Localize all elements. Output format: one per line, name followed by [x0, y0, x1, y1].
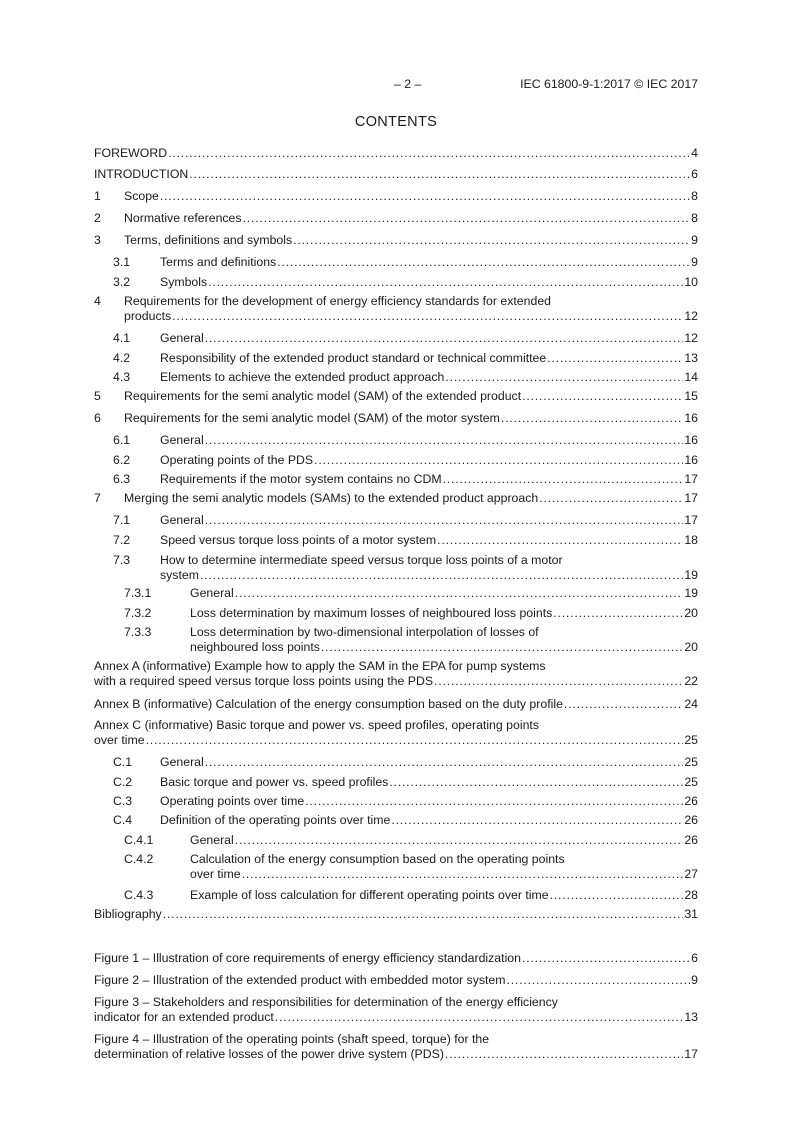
toc-entry-text: Requirements for the semi analytic model (SAM) of the extended product: [124, 389, 522, 403]
toc-entry-text-line1: Loss determination by two-dimensional interpolation of losses of: [190, 625, 539, 639]
toc-entry-number: 2: [94, 211, 101, 225]
toc-entry-page: 18: [684, 533, 698, 547]
toc-entry-text: Operating points over time: [160, 794, 305, 808]
toc-entry-page: 20: [684, 640, 698, 654]
toc-entry-page: 6: [691, 167, 698, 181]
toc-entry-text: Basic torque and power vs. speed profiles: [160, 775, 389, 789]
toc-entry-number: 7: [94, 491, 101, 505]
toc-entry-number: 4.3: [113, 370, 131, 384]
toc-entry-text-line1: Annex A (informative) Example how to apply the SAM in the EPA for pump systems: [94, 659, 546, 673]
page-header: [94, 77, 698, 93]
toc-entry-text: Operating points of the PDS: [160, 453, 314, 467]
toc-entry-page: 16: [684, 453, 698, 467]
toc-entry-number: 6.3: [113, 472, 131, 486]
toc-entry-text: General: [160, 513, 204, 527]
figure-entry-page: 13: [684, 1010, 698, 1024]
toc-entry-text: INTRODUCTION: [94, 167, 189, 181]
toc-entry-number: C.4.2: [124, 852, 154, 866]
toc-entry-page: 31: [684, 907, 698, 921]
toc-entry-number: 7.3.1: [124, 586, 152, 600]
toc-entry-text: Annex B (informative) Calculation of the energy consumption based on the duty profile: [94, 697, 563, 711]
toc-entry-number: 3.1: [113, 255, 131, 269]
toc-entry-text: products: [124, 309, 172, 323]
toc-entry-number: 7.1: [113, 513, 131, 527]
toc-entry-page: 4: [691, 146, 698, 160]
toc-entry-number: 3.2: [113, 275, 131, 289]
toc-entry-number: 7.3.3: [124, 625, 152, 639]
toc-entry-number: C.4.3: [124, 888, 154, 902]
toc-entry-number: 4.2: [113, 351, 131, 365]
toc-entry-page: 15: [684, 389, 698, 403]
toc-entry-page: 17: [684, 513, 698, 527]
toc-entry-text: Scope: [124, 189, 159, 203]
toc-entry-number: 7.3: [113, 553, 131, 567]
toc-entry-text: Example of loss calculation for different operating points over time: [190, 888, 549, 902]
toc-entry-page: 28: [684, 888, 698, 902]
toc-entry-number: C.2: [113, 775, 133, 789]
toc-entry-text-line1: Requirements for the development of energy efficiency standards for extended: [124, 294, 551, 308]
toc-entry-page: 25: [684, 733, 698, 747]
toc-entry-text: Loss determination by maximum losses of neighboured loss points: [190, 606, 553, 620]
toc-entry-text: Elements to achieve the extended product approach: [160, 370, 445, 384]
toc-entry-page: 12: [684, 309, 698, 323]
toc-entry-text: neighboured loss points: [190, 640, 320, 654]
standard-reference: IEC 61800-9-1:2017 © IEC 2017: [520, 77, 698, 91]
toc-entry-page: 26: [684, 794, 698, 808]
toc-entry-number: 5: [94, 389, 101, 403]
toc-entry-page: 8: [691, 211, 698, 225]
toc-entry-page: 8: [691, 189, 698, 203]
toc-entry-page: 22: [684, 674, 698, 688]
page-title: CONTENTS: [354, 114, 438, 130]
toc-entry-text: Responsibility of the extended product standard or technical committee: [160, 351, 547, 365]
toc-entry-number: 6: [94, 411, 101, 425]
toc-entry-text: Normative references: [124, 211, 242, 225]
figure-entry-page: 9: [691, 973, 698, 987]
toc-entry-page: 25: [684, 755, 698, 769]
toc-entry-text: Requirements if the motor system contains no CDM: [160, 472, 442, 486]
toc-entry-number: 6.1: [113, 433, 131, 447]
figure-entry-text-line1: Figure 3 – Stakeholders and responsibilities for determination of the energy efficiency: [94, 995, 558, 1009]
figure-entry-text-line1: Figure 4 – Illustration of the operating points (shaft speed, torque) for the: [94, 1032, 490, 1046]
toc-entry-page: 17: [684, 491, 698, 505]
toc-entry-text: Symbols: [160, 275, 208, 289]
toc-entry-page: 17: [684, 472, 698, 486]
toc-entry-page: 9: [691, 255, 698, 269]
figure-entry-text: Figure 1 – Illustration of core requirements of energy efficiency standardization: [94, 951, 521, 965]
toc-entry-text: Terms, definitions and symbols: [124, 233, 293, 247]
figure-entry-page: 6: [691, 951, 698, 965]
toc-entry-text: system: [160, 568, 199, 582]
figure-entry-text: determination of relative losses of the power drive system (PDS): [94, 1047, 444, 1061]
toc-entry-number: C.3: [113, 794, 133, 808]
toc-entry-number: C.1: [113, 755, 133, 769]
toc-entry-page: 16: [684, 433, 698, 447]
toc-entry-number: 7.2: [113, 533, 131, 547]
toc-entry-page: 19: [684, 586, 698, 600]
toc-entry-text: FOREWORD: [94, 146, 168, 160]
toc-entry-page: 26: [684, 813, 698, 827]
toc-entry-number: 1: [94, 189, 101, 203]
toc-entry-text: General: [160, 331, 204, 345]
toc-entry-number: 4: [94, 294, 101, 308]
toc-entry-text: General: [160, 755, 204, 769]
figure-entry-page: 17: [684, 1047, 698, 1061]
toc-entry-number: C.4: [113, 813, 133, 827]
toc-entry-number: C.4.1: [124, 833, 154, 847]
toc-entry-text-line1: Calculation of the energy consumption based on the operating points: [190, 852, 565, 866]
toc-entry-number: 4.1: [113, 331, 131, 345]
toc-entry-text: with a required speed versus torque loss points using the PDS: [94, 674, 434, 688]
toc-entry-page: 24: [684, 697, 698, 711]
toc-entry-text: Requirements for the semi analytic model (SAM) of the motor system: [124, 411, 500, 425]
toc-entry-number: 6.2: [113, 453, 131, 467]
toc-entry-page: 10: [684, 275, 698, 289]
toc-entry-page: 9: [691, 233, 698, 247]
toc-entry-text: over time: [94, 733, 145, 747]
toc-entry-page: 16: [684, 411, 698, 425]
toc-entry-text: General: [160, 433, 204, 447]
toc-entry-text: General: [190, 833, 234, 847]
toc-entry-text: over time: [190, 867, 241, 881]
toc-entry-text: Terms and definitions: [160, 255, 277, 269]
toc-entry-text: Bibliography: [94, 907, 162, 921]
toc-entry-page: 14: [684, 370, 698, 384]
toc-entry-page: 20: [684, 606, 698, 620]
figure-entry-text: Figure 2 – Illustration of the extended product with embedded motor system: [94, 973, 506, 987]
toc-entry-text-line1: Annex C (informative) Basic torque and power vs. speed profiles, operating points: [94, 718, 539, 732]
toc-entry-page: 12: [684, 331, 698, 345]
toc-entry-page: 26: [684, 833, 698, 847]
toc-entry-page: 27: [684, 867, 698, 881]
toc-entry-text: Merging the semi analytic models (SAMs) to the extended product approach: [124, 491, 539, 505]
toc-entry-text: Definition of the operating points over time: [160, 813, 391, 827]
page-number: – 2 –: [394, 77, 422, 91]
toc-entry-number: 3: [94, 233, 101, 247]
toc-entry-page: 19: [684, 568, 698, 582]
toc-entry-page: 25: [684, 775, 698, 789]
toc-entry-number: 7.3.2: [124, 606, 152, 620]
toc-entry-text-line1: How to determine intermediate speed versus torque loss points of a motor: [160, 553, 563, 567]
figure-entry-text: indicator for an extended product: [94, 1010, 274, 1024]
toc-entry-text: Speed versus torque loss points of a motor system: [160, 533, 437, 547]
toc-entry-text: General: [190, 586, 234, 600]
toc-entry-page: 13: [684, 351, 698, 365]
